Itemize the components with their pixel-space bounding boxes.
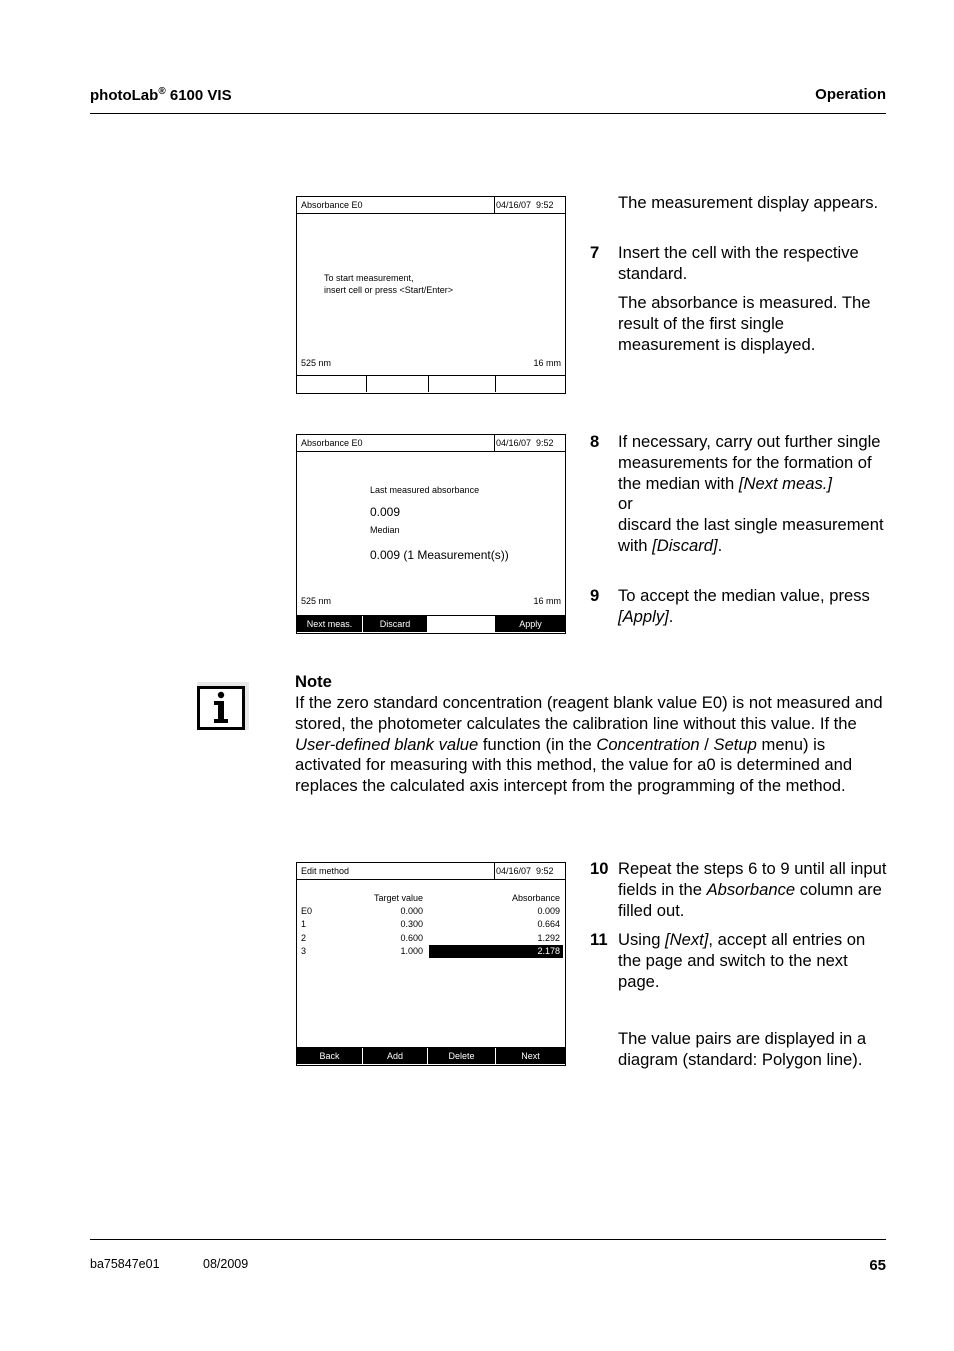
screen-title: Absorbance E0	[297, 435, 495, 452]
softkey-4[interactable]	[496, 376, 565, 392]
screen-date: 04/16/07 9:52	[494, 435, 565, 452]
median-value: 0.009 (1 Measurement(s))	[370, 548, 509, 562]
step-11-text: Using [Next], accept all entries on the page and switch to the next page.	[618, 930, 866, 991]
screen-date: 04/16/07 9:52	[494, 197, 565, 214]
add-softkey[interactable]: Add	[363, 1048, 428, 1064]
running-header-title: photoLab® 6100 VIS	[90, 86, 232, 104]
screen-cell-size: 16 mm	[533, 358, 561, 368]
screen-wavelength: 525 nm	[301, 596, 332, 606]
col-absorbance-header: Absorbance	[511, 893, 560, 903]
screen-date: 04/16/07 9:52	[494, 863, 565, 880]
col-target-header: Target value	[373, 893, 423, 903]
next-meas-softkey[interactable]: Next meas.	[297, 616, 363, 632]
running-header-section: Operation	[815, 86, 886, 103]
table-row[interactable]: 3 1.000 2.178	[301, 945, 563, 958]
table-header	[301, 892, 563, 905]
median-label: Median	[370, 525, 400, 535]
apply-ref: [Apply]	[618, 606, 669, 626]
next-meas-ref: [Next meas.]	[738, 473, 832, 493]
info-icon	[197, 682, 249, 730]
footer-doc-id: ba75847e01	[90, 1257, 160, 1271]
discard-ref: [Discard]	[652, 535, 718, 555]
step-10-number: 10	[590, 859, 609, 878]
softkey-3[interactable]	[428, 616, 496, 632]
screen-message-line2: insert cell or press <Start/Enter>	[324, 285, 454, 295]
step-7-note: The absorbance is measured. The result of the first single measurement is displayed.	[618, 293, 871, 354]
next-softkey[interactable]: Next	[496, 1048, 565, 1064]
screen-cell-size: 16 mm	[533, 596, 561, 606]
apply-softkey[interactable]: Apply	[496, 616, 565, 632]
step-7-number: 7	[590, 243, 600, 262]
intro-text: The measurement display appears.	[618, 193, 879, 212]
last-measured-label: Last measured absorbance	[370, 485, 480, 495]
table-row[interactable]: E0 0.000 0.009	[301, 906, 560, 916]
note-body: If the zero standard concentration (reagent blank value E0) is not measured and stored, the photometer calculates the calibration line without this value. If the User-defined blank value function (in the Concentration / Setup menu) is activated for measuring with this method, the value for a0 is determined and replaces the calculated axis intercept from the programming of the method.	[295, 693, 883, 796]
footer-date: 08/2009	[203, 1257, 249, 1271]
step-11-number: 11	[590, 930, 608, 949]
device-screen-start	[296, 196, 566, 394]
footer-rule	[90, 1239, 886, 1240]
last-measured-value: 0.009	[370, 505, 401, 519]
info-icon-graphic	[197, 682, 249, 730]
softkey-3[interactable]	[429, 376, 496, 392]
selected-absorbance-cell[interactable]: 2.178	[429, 945, 563, 958]
step-10-text: Repeat the steps 6 to 9 until all input fields in the Absorbance column are filled out.	[618, 859, 887, 920]
step-7-text: Insert the cell with the respective standard.	[618, 243, 859, 283]
page-number: 65	[869, 1257, 886, 1274]
step-8-number: 8	[590, 432, 600, 451]
softkey-bar	[297, 375, 565, 393]
softkey-bar	[297, 1047, 565, 1065]
delete-softkey[interactable]: Delete	[428, 1048, 496, 1064]
device-screen-edit-method	[296, 862, 566, 1066]
header-rule	[90, 113, 886, 114]
table-row[interactable]: 1 0.300 0.664	[301, 919, 560, 929]
softkey-2[interactable]	[367, 376, 429, 392]
back-softkey[interactable]: Back	[297, 1048, 363, 1064]
step-9-text: To accept the median value, press [Apply].	[618, 586, 870, 626]
device-screen-result	[296, 434, 566, 634]
screen-title: Edit method	[297, 863, 495, 880]
screen-title: Absorbance E0	[297, 197, 495, 214]
screen-wavelength: 525 nm	[301, 358, 332, 368]
note-heading: Note	[295, 672, 332, 691]
table-row[interactable]: 2 0.600 1.292	[301, 933, 560, 943]
softkey-bar	[297, 615, 565, 633]
step-11-note: The value pairs are displayed in a diagram (standard: Polygon line).	[618, 1029, 867, 1069]
discard-softkey[interactable]: Discard	[363, 616, 428, 632]
softkey-1[interactable]	[297, 376, 367, 392]
step-8-text: If necessary, carry out further single measurements for the formation of the median with [Next meas.] or discard the last single measurement with [Discard].	[618, 432, 884, 555]
screen-message-line1: To start measurement,	[324, 273, 414, 283]
step-9-number: 9	[590, 586, 600, 605]
